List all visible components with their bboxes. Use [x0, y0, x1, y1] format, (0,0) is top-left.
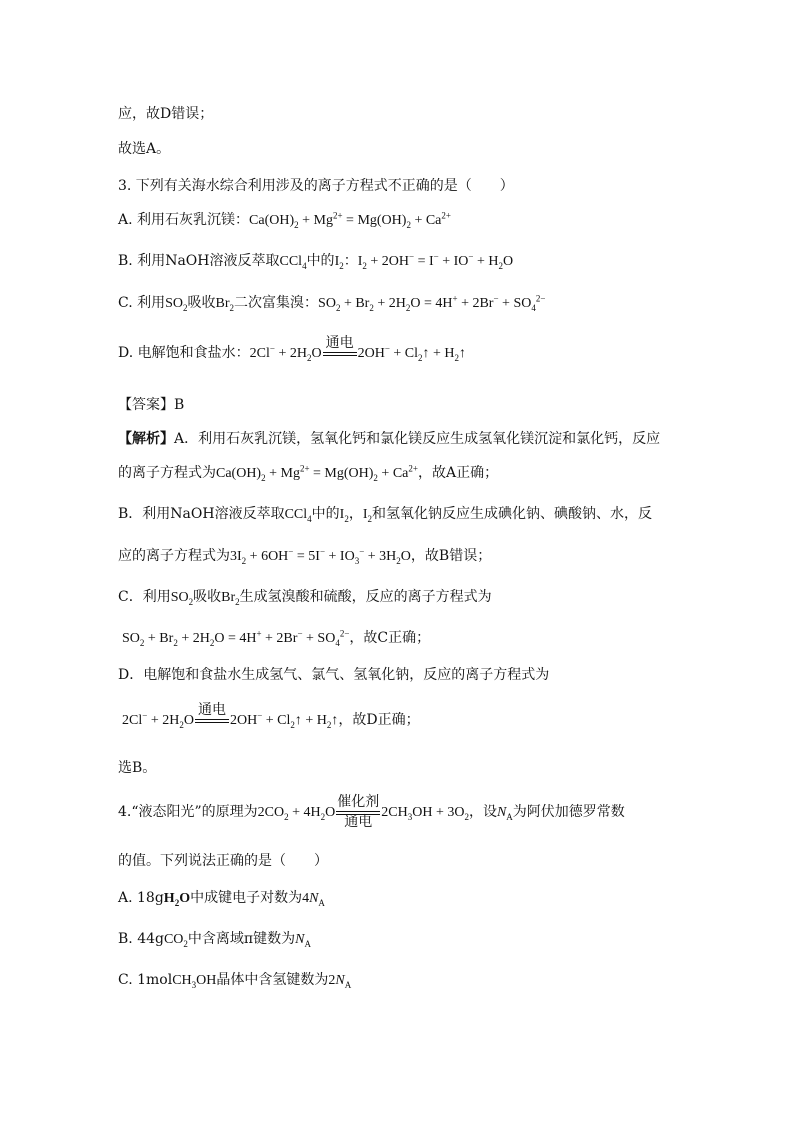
option-3d [118, 336, 466, 372]
formula: $H_2O$ [163, 891, 191, 908]
option-label: A. 18g [118, 890, 164, 906]
text: 吸收 [193, 589, 222, 605]
text: ，故A正确； [417, 465, 499, 481]
formula: $CH_3OH$ [172, 973, 217, 990]
text: B．利用NaOH溶液反萃取 [118, 506, 285, 522]
formula: CCl$_4$ [279, 254, 307, 271]
condition-label: 通电 [197, 703, 226, 718]
option-4b [118, 928, 311, 951]
formula: $I_2$，$I_2$ [339, 507, 372, 524]
option-3a [118, 209, 451, 232]
text: ，设 [468, 804, 497, 821]
formula: $SO_2$ [165, 296, 188, 313]
condition-label: 通电 [344, 815, 373, 830]
avogadro-symbol: $N_A$ [496, 805, 513, 823]
analysis-a1 [118, 428, 660, 450]
option-label: A. 利用石灰乳沉镁： [118, 212, 250, 228]
formula: CCl$_4$ [284, 507, 312, 524]
formula: $N_A$ [295, 932, 311, 949]
equation: $Ca(OH)_2 + Mg^{2+} = Mg(OH)_2 + Ca^{2+}$ [249, 210, 451, 230]
text: 中成键电子对数为 [190, 890, 303, 906]
equation: $2CO_2 + 4H_2O$ 催化剂 通电 $2CH_3OH + 3O_2$ [257, 795, 469, 830]
analysis-a2 [118, 462, 498, 485]
formula: $2N_A$ [328, 973, 352, 990]
analysis-d1: D．电解饱和食盐水生成氢气、氯气、氢氧化钠，反应的离子方程式为 [118, 667, 550, 683]
option-label: B. 利用NaOH溶液反萃取 [118, 253, 280, 269]
text: 中的 [306, 253, 335, 269]
formula: $CO_2$ [163, 932, 188, 949]
formula: $I_2$ [334, 254, 344, 271]
analysis-b2 [118, 545, 491, 568]
equation: $Ca(OH)_2 + Mg^{2+} = Mg(OH)_2 + Ca^{2+}$ [216, 463, 418, 483]
text: C．利用 [118, 589, 171, 605]
option-label: B. 44g [118, 931, 164, 947]
equation: $2Cl^- + 2H_2O$ 通电 $2OH^- + Cl_2↑$ + $H_2↑$ [122, 703, 339, 731]
answer: 【答案】B [118, 397, 185, 413]
text: 的离子方程式为 [118, 465, 216, 481]
option-label: D. 电解饱和食盐水： [118, 345, 250, 362]
option-3c [118, 292, 545, 315]
equation: $I_2 + 2OH^- = I^- + IO^- + H_2O$ [357, 251, 514, 271]
text: ，故D正确； [338, 712, 420, 729]
text: ： [343, 253, 358, 269]
analysis-label: 【解析】 [118, 431, 174, 447]
text: 和氢氧化钠反应生成碘化钠、碘酸钠、水，反 [372, 506, 652, 522]
text: 中含离域π键数为 [187, 931, 296, 947]
option-4c [118, 969, 351, 992]
text: 吸收 [187, 295, 216, 311]
text: 为阿伏加德罗常数 [512, 804, 625, 821]
text: 中的 [311, 506, 340, 522]
analysis-c1 [118, 586, 492, 609]
option-4a [118, 887, 325, 910]
text: ，故B错误； [410, 548, 492, 564]
text: 二次富集溴： [234, 295, 319, 311]
formula: $Br_2$ [221, 590, 240, 607]
text: ，故C正确； [349, 630, 431, 646]
equation: $SO_2 + Br_2 + 2H_2O = 4H^+ + 2Br^- + SO_4^{2-}$ [318, 293, 546, 313]
option-3b [118, 250, 513, 273]
equation: $2Cl^- + 2H_2O$ 通电 $2OH^- + Cl_2↑$ + $H_2↑$ [249, 336, 467, 364]
analysis-c2 [122, 627, 430, 650]
text: 4.“液态阳光”的原理为 [118, 804, 258, 821]
option-label: C. 利用 [118, 295, 166, 311]
equation: $SO_2 + Br_2 + 2H_2O = 4H^+ + 2Br^- + SO_4^{2-}$ [122, 628, 350, 648]
question-3: 3. 下列有关海水综合利用涉及的离子方程式不正确的是（ ） [118, 178, 514, 194]
condition-label: 催化剂 [337, 795, 380, 810]
analysis-d2 [122, 703, 420, 739]
formula: $Br_2$ [215, 296, 235, 313]
text: 应的离子方程式为 [118, 548, 230, 564]
text-line: 选B。 [118, 760, 157, 776]
text-line: 故选A。 [118, 141, 171, 157]
formula: $4N_A$ [302, 891, 325, 908]
text: 晶体中含氢键数为 [216, 972, 329, 988]
formula: $SO_2$ [170, 590, 194, 607]
option-label: C. 1mol [118, 972, 173, 988]
text: 生成氢溴酸和硫酸，反应的离子方程式为 [239, 589, 492, 605]
question-4 [118, 795, 625, 831]
text: A．利用石灰乳沉镁，氢氧化钙和氯化镁反应生成氢氧化镁沉淀和氯化钙，反应 [174, 431, 661, 447]
text-line: 应，故D错误； [118, 106, 214, 122]
condition-label: 通电 [325, 336, 354, 351]
analysis-b1 [118, 503, 652, 526]
equation: $3I_2 + 6OH^- = 5I^- + IO_3^- + 3H_2O$ [230, 546, 411, 566]
question-4-cont: 的值。下列说法正确的是（ ） [118, 853, 328, 869]
